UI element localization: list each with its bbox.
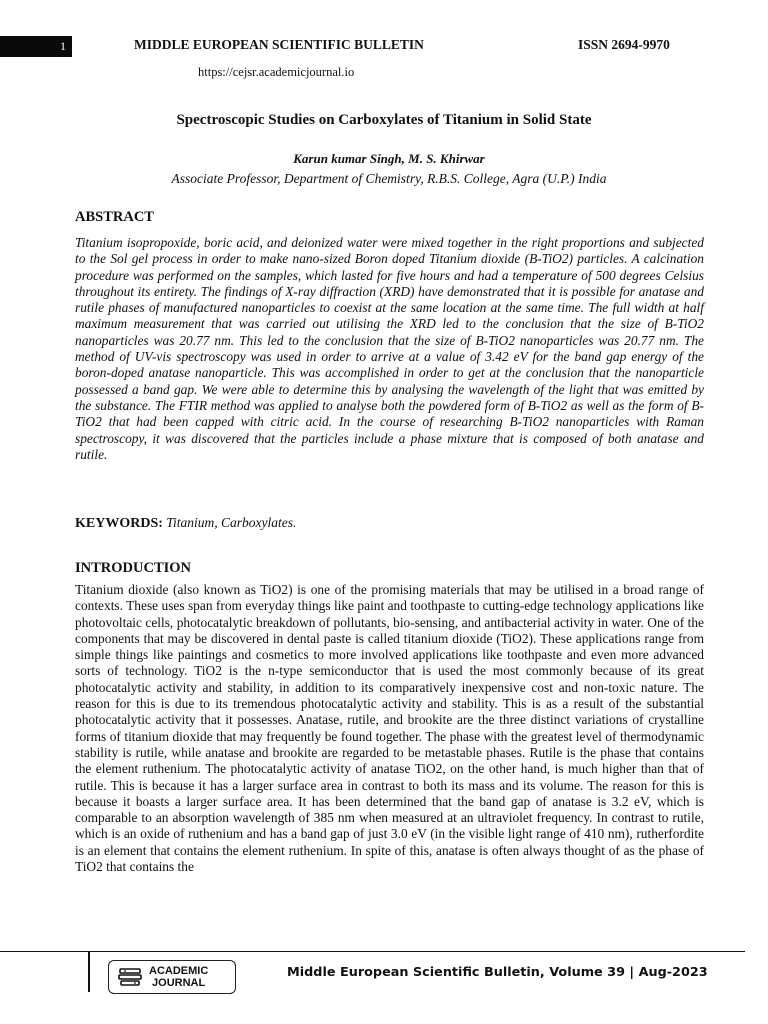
keywords-label: KEYWORDS: (75, 516, 163, 531)
introduction-heading: INTRODUCTION (75, 560, 192, 576)
affiliation: Associate Professor, Department of Chemistry, R.B.S. College, Agra (U.P.) India (171, 171, 607, 186)
footer-vertical-bar (88, 952, 90, 992)
logo-line-2: JOURNAL (152, 977, 206, 989)
journal-name: MIDDLE EUROPEAN SCIENTIFIC BULLETIN (134, 37, 424, 52)
academic-journal-logo (108, 960, 236, 994)
footer-divider (0, 951, 745, 952)
abstract-body: Titanium isopropoxide, boric acid, and deionized water were mixed together in the right proportions and subjected to the Sol gel process in order to make nano-sized Boron doped Titanium dioxide (B-TiO2) particles. A calcination procedure was performed on the samples, which lasted for five hours and had a temperature of 500 degrees Celsius throughout its entirety. The findings of X-ray diffraction (XRD) have demonstrated that it is possible for anatase and rutile phases of manufactured nanoparticles to coexist at the same location at the same time. The full width at half maximum measurement that was carried out utilising the XRD led to the conclusion that the size of B-TiO2 nanoparticles was 20.77 nm. This led to the conclusion that the size of B-TiO2 nanoparticles was 20.77 nm. The method of UV-vis spectroscopy was used in order to arrive at a value of 3.42 eV for the band gap energy of the boron-doped anatase nanoparticle. This was accomplished in order to get at the conclusion that the nanoparticle possessed a band gap. We were able to determine this by analysing the wavelength of the light that was emitted by the substance. The FTIR method was applied to analyse both the powdered form of B-TiO2 as well as the form of B-TiO2 that had been capped with citric acid. In the course of researching B-TiO2 nanoparticles with Raman spectroscopy, it was discovered that the particles include a phase mixture that is composed of both anatase and rutile. (75, 235, 704, 462)
keywords-values: Titanium, Carboxylates. (166, 515, 297, 530)
logo-line-1: ACADEMIC (149, 965, 209, 977)
book-stack-icon (118, 967, 142, 987)
page-number: 1 (0, 36, 72, 57)
issn: ISSN 2694-9970 (578, 37, 670, 52)
keywords (75, 515, 296, 532)
footer-citation: Middle European Scientific Bulletin, Volume 39 | Aug-2023 (287, 965, 708, 980)
introduction-body: Titanium dioxide (also known as TiO2) is one of the promising materials that may be utilised in a broad range of contexts. These uses span from everyday things like paint and toothpaste to cutting-edge technology applications like photovoltaic cells, photocatalytic breakdown of pollutants, bio-sensing, and antibacterial activity in water. One of the components that may be discovered in dental paste is called titanium dioxide (TiO2). These applications range from simple things like paintings and cosmetics to more involved applications like toothpaste and even more advanced sorts of technology. TiO2 is the n-type semiconductor that is used the most commonly because of its great photocatalytic activity and stability, in addition to its comparatively inexpensive cost and non-toxic nature. The reason for this is due to its tremendous photocatalytic activity and stability. This is as a result of the substantial photocatalytic activity that it possesses. Anatase, rutile, and brookite are the three distinct variations of crystalline forms of titanium dioxide that may frequently be found together. The phase with the greatest level of thermodynamic stability is rutile, while anatase and brookite are regarded to be metastable phases. Rutile is the phase that contains the element ruthenium. The photocatalytic activity of anatase TiO2, on the other hand, is much higher than that of rutile. This is because it has a larger surface area in contrast to both its mass and its volume. The reason for this is because it boasts a larger surface area. It has been determined that the band gap of anatase is 3.2 eV, which is comparable to an absorption wavelength of 385 nm when measured at an ultraviolet frequency. In contrast to rutile, which is an oxide of ruthenium and has a band gap of just 3.0 eV (in the visible light range of 410 nm), rutherfordite is an element that contains the element ruthenium. In spite of this, anatase is often always thought of as the phase of TiO2 that contains the (75, 582, 704, 875)
paper-title: Spectroscopic Studies on Carboxylates of Titanium in Solid State (176, 112, 592, 128)
logo-text (149, 965, 208, 989)
authors: Karun kumar Singh, M. S. Khirwar (293, 151, 485, 166)
journal-url[interactable]: https://cejsr.academicjournal.io (198, 65, 355, 79)
abstract-heading: ABSTRACT (75, 209, 154, 225)
